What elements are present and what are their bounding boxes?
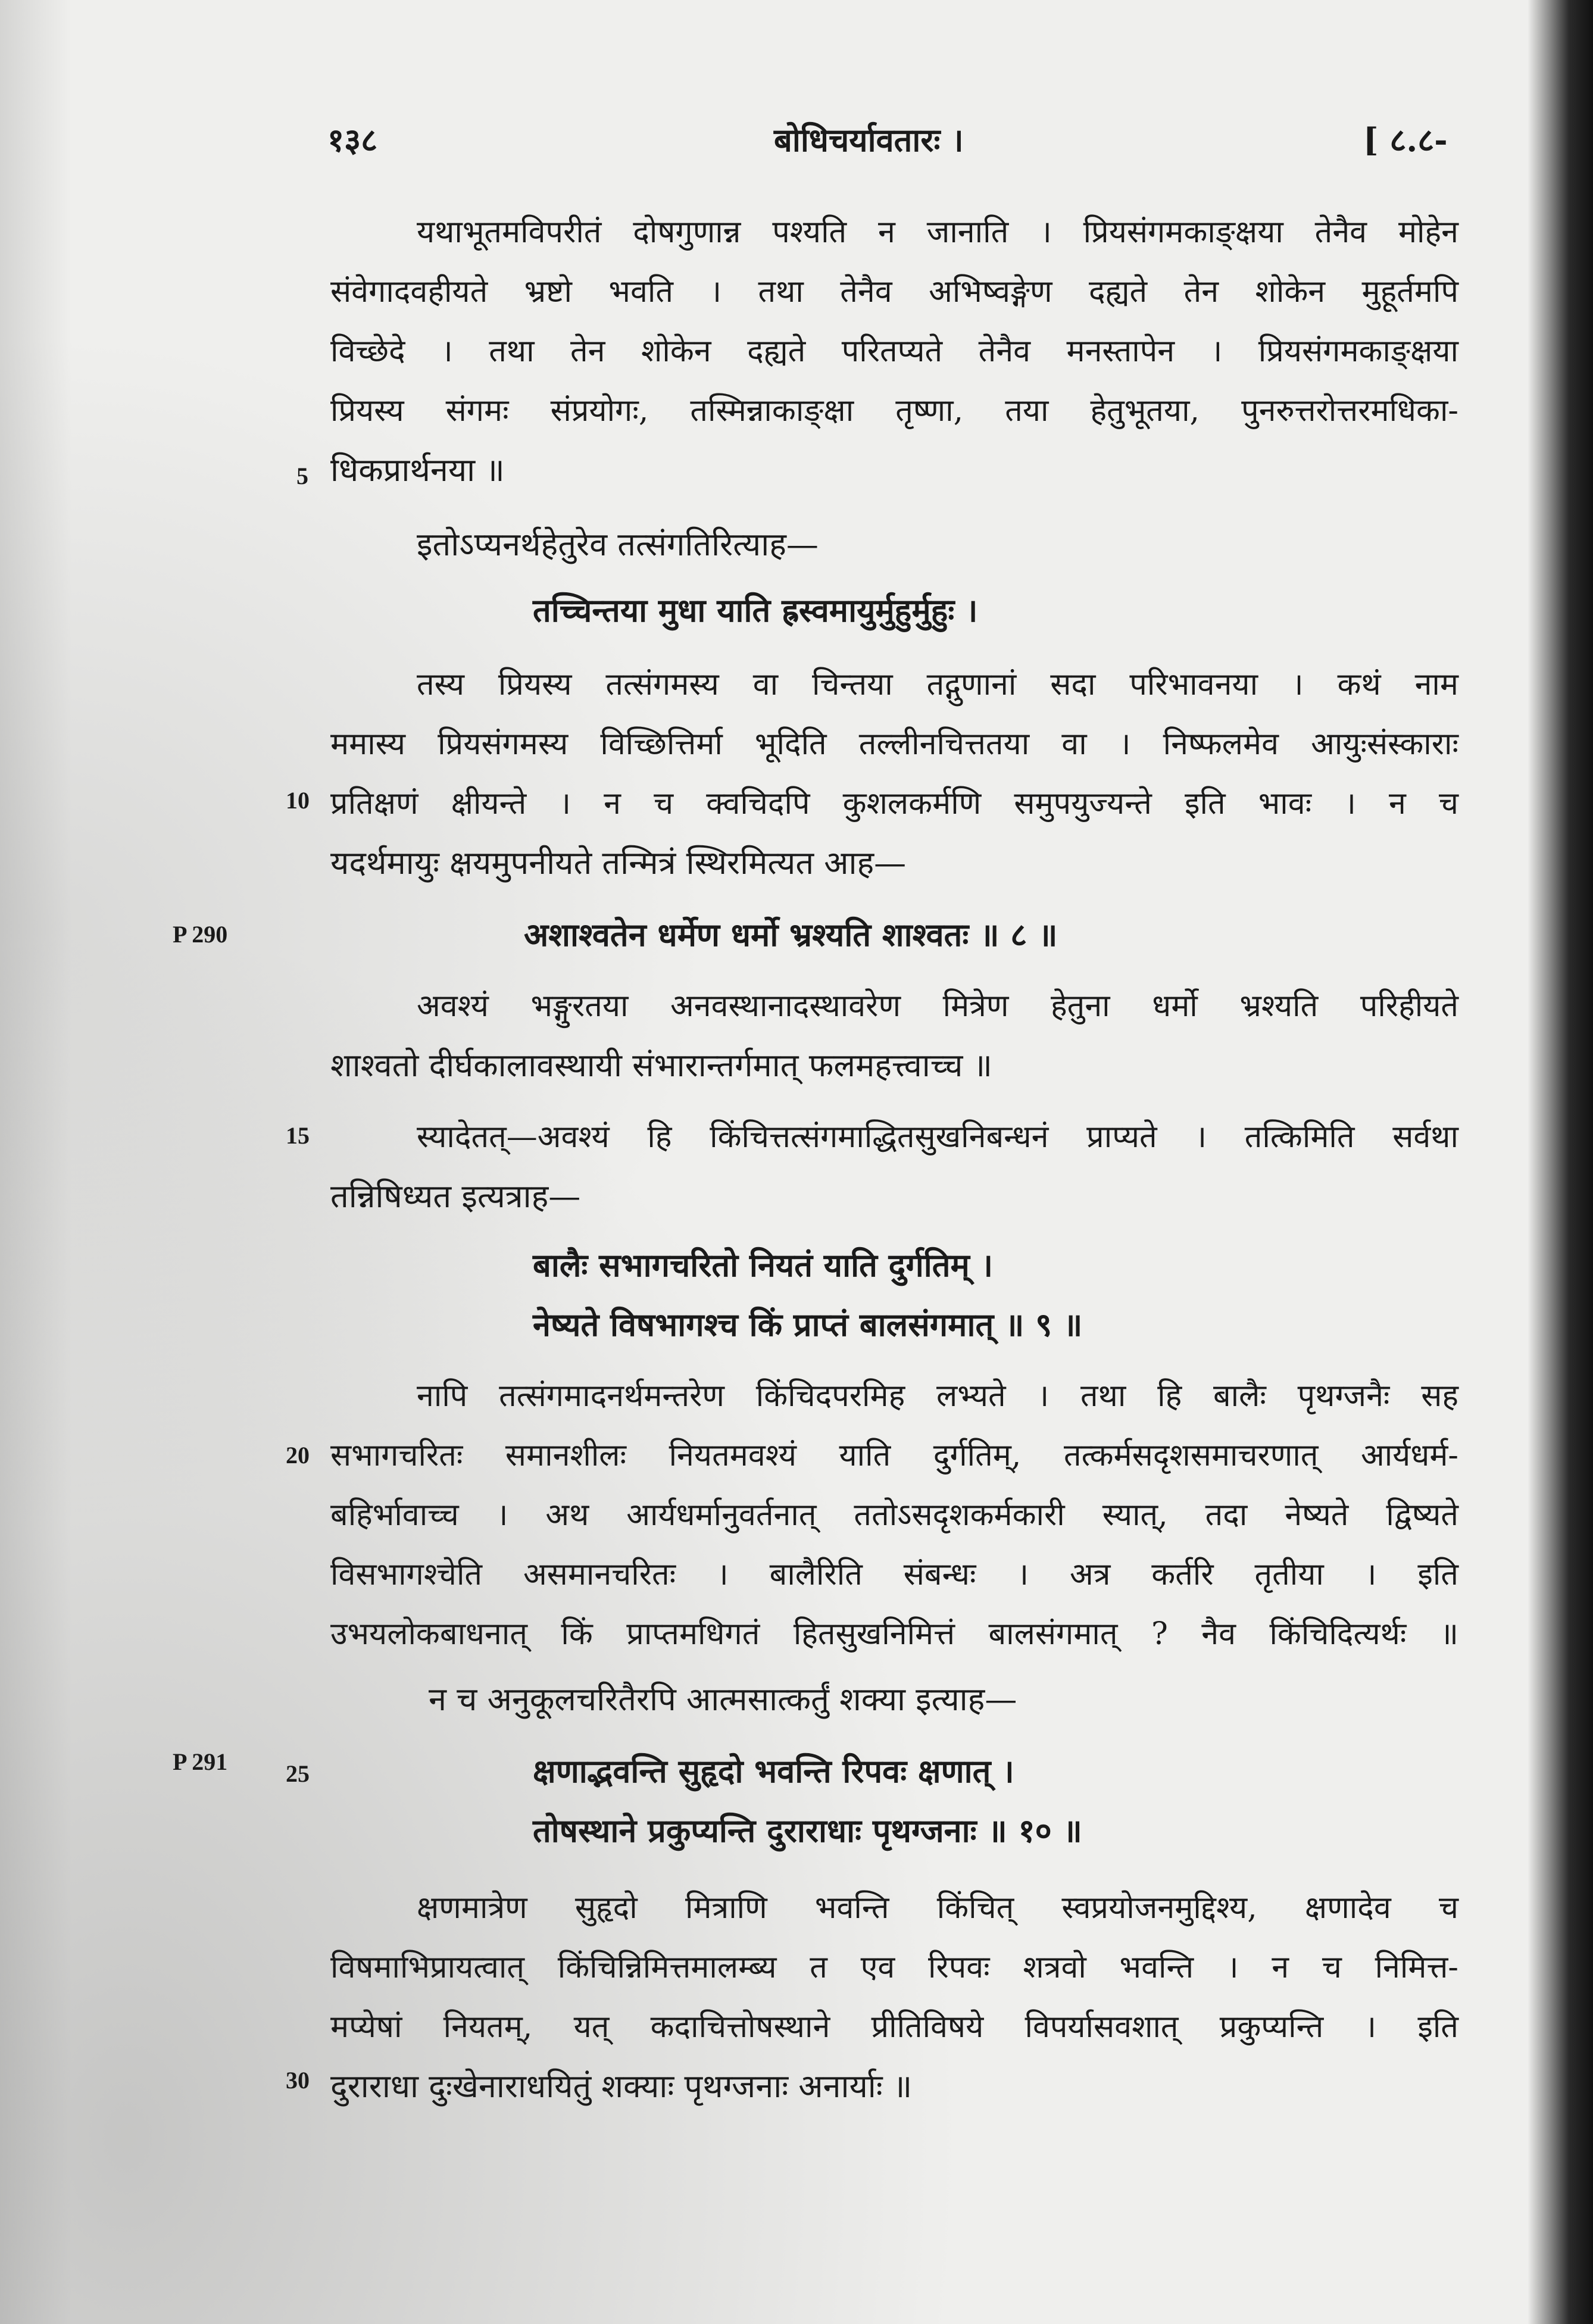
margin-page-reference: P 291 (173, 1748, 228, 1775)
line-number: 5 (296, 463, 308, 489)
section-reference: [ ८.८- (1363, 121, 1448, 159)
running-title: बोधिचर्यावतारः । (774, 121, 964, 159)
line-number: 30 (286, 2067, 310, 2094)
commentary-line: उभयलोकबाधनात् किं प्राप्तमधिगतं हितसुखनिमित्तं बालसंगमात् ? नैव किंचिदित्यर्थः ॥ (330, 1616, 1458, 1652)
introduction-line: न च अनुकूलचरितैरपि आत्मसात्कर्तुं शक्या इत्याह— (429, 1680, 1017, 1718)
line-number: 20 (286, 1442, 310, 1469)
commentary-line: विषमाभिप्रायत्वात् किंचिन्निमित्तमालम्ब्य त एव रिपवः शत्रवो भवन्ति । न च निमित्त- (330, 1950, 1458, 1985)
commentary-line: प्रतिक्षणं क्षीयन्ते । न च क्वचिदपि कुशलकर्मणि समुपयुज्यन्ते इति भावः । न च (330, 786, 1458, 821)
line-number: 15 (286, 1122, 310, 1149)
commentary-line: अवश्यं भङ्गुरतया अनवस्थानादस्थावरेण मित्रेण हेतुना धर्मो भ्रश्यति परिहीयते (417, 988, 1458, 1024)
margin-page-reference: P 290 (173, 921, 228, 948)
commentary-line: यथाभूतमविपरीतं दोषगुणान्न पश्यति न जानाति । प्रियसंगमकाङ्क्षया तेनैव मोहेन (417, 214, 1458, 250)
verse-line: अशाश्वतेन धर्मेण धर्मो भ्रश्यति शाश्वतः ॥ ८ ॥ (524, 916, 1058, 954)
commentary-line: धिकप्रार्थनया ॥ (330, 451, 505, 489)
commentary-line: बहिर्भावाच्च । अथ आर्यधर्मानुवर्तनात् ततोऽसदृशकर्मकारी स्यात्, तदा नेष्यते द्विष्यते (330, 1497, 1458, 1533)
commentary-line: ममास्य प्रियसंगमस्य विच्छित्तिर्मा भूदिति तल्लीनचित्ततया वा । निष्फलमेव आयुःसंस्काराः (330, 726, 1458, 762)
commentary-line: मप्येषां नियतम्, यत् कदाचित्तोषस्थाने प्रीतिविषये विपर्यासवशात् प्रकुप्यन्ति । इति (330, 2009, 1458, 2045)
commentary-line: संवेगादवहीयते भ्रष्टो भवति । तथा तेनैव अभिष्वङ्गेण दह्यते तेन शोकेन मुहूर्तमपि (330, 274, 1458, 310)
commentary-line: प्रियस्य संगमः संप्रयोगः, तस्मिन्नाकाङ्क्षा तृष्णा, तया हेतुभूतया, पुनरुत्तरोत्तरमधिका- (330, 393, 1458, 429)
line-number: 25 (286, 1760, 310, 1787)
verse-line: तोषस्थाने प्रकुप्यन्ति दुराराधाः पृथग्जनाः ॥ १० ॥ (533, 1811, 1082, 1850)
commentary-line: क्षणमात्रेण सुहृदो मित्राणि भवन्ति किंचित् स्वप्रयोजनमुद्दिश्य, क्षणादेव च (417, 1890, 1458, 1926)
commentary-line: तस्य प्रियस्य तत्संगमस्य वा चिन्तया तद्गुणानां सदा परिभावनया । कथं नाम (417, 667, 1458, 702)
commentary-line: विच्छेदे । तथा तेन शोकेन दह्यते परितप्यते तेनैव मनस्तापेन । प्रियसंगमकाङ्क्षया (330, 333, 1458, 369)
commentary-line: स्यादेतत्—अवश्यं हि किंचित्तत्संगमाद्धितसुखनिबन्धनं प्राप्यते । तत्किमिति सर्वथा (417, 1119, 1458, 1155)
commentary-line: नापि तत्संगमादनर्थमन्तरेण किंचिदपरमिह लभ्यते । तथा हि बालैः पृथग्जनैः सह (417, 1378, 1458, 1414)
commentary-line: विसभागश्चेति असमानचरितः । बालैरिति संबन्धः । अत्र कर्तरि तृतीया । इति (330, 1557, 1458, 1592)
verse-line: क्षणाद्भवन्ति सुहृदो भवन्ति रिपवः क्षणात् । (533, 1752, 1014, 1790)
book-spine-shadow (1528, 0, 1593, 2324)
line-number: 10 (286, 787, 310, 814)
verse-line: नेष्यते विषभागश्च किं प्राप्तं बालसंगमात् ॥ ९ ॥ (533, 1305, 1083, 1344)
introduction-line: इतोऽप्यनर्थहेतुरेव तत्संगतिरित्याह— (417, 526, 819, 563)
verse-line: बालैः सभागचरितो नियतं याति दुर्गतिम् । (533, 1246, 994, 1284)
commentary-line: दुराराधा दुःखेनाराधयितुं शक्याः पृथग्जनाः अनार्याः ॥ (330, 2067, 913, 2105)
page-number: १३८ (327, 121, 378, 159)
commentary-line: सभागचरितः समानशीलः नियतमवश्यं याति दुर्गतिम्, तत्कर्मसदृशसमाचरणात् आर्यधर्म- (330, 1438, 1458, 1473)
commentary-line: शाश्वतो दीर्घकालावस्थायी संभारान्तर्गमात् फलमहत्त्वाच्च ॥ (330, 1047, 992, 1084)
commentary-line: तन्निषिध्यत इत्यत्राह— (330, 1177, 581, 1215)
commentary-line: यदर्थमायुः क्षयमुपनीयते तन्मित्रं स्थिरमित्यत आह— (330, 844, 907, 882)
verse-line: तच्चिन्तया मुधा याति ह्रस्वमायुर्मुहुर्मुहुः । (533, 591, 978, 629)
